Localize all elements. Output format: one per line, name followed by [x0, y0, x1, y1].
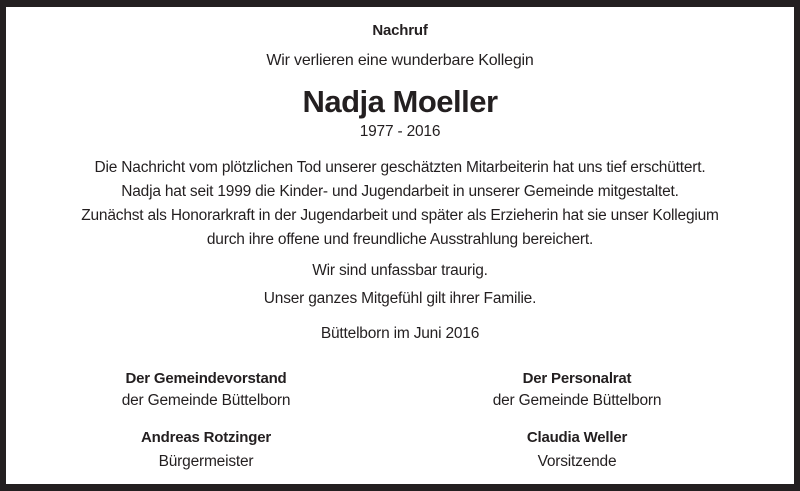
left-signatory-org: Der Gemeindevorstand — [125, 370, 287, 387]
notice-subtitle: Wir verlieren eine wunderbare Kollegin — [266, 52, 534, 69]
body-line: Nadja hat seit 1999 die Kinder- und Jugendarbeit in unserer Gemeinde mitgestaltet. — [121, 183, 679, 200]
body-line: durch ihre offene und freundliche Ausstrahlung bereichert. — [206, 231, 594, 248]
left-signatory-role: Bürgermeister — [158, 453, 254, 470]
sympathy-line: Unser ganzes Mitgefühl gilt ihrer Familie. — [263, 290, 537, 307]
body-line: Die Nachricht vom plötzlichen Tod unserer geschätzten Mitarbeiterin hat uns tief erschüttert. — [94, 159, 706, 176]
life-years: 1977 - 2016 — [359, 123, 441, 140]
notice-heading: Nachruf — [372, 22, 428, 39]
body-line: Zunächst als Honorarkraft in der Jugendarbeit und später als Erzieherin hat sie unser Kollegium — [81, 207, 719, 224]
right-signatory-role: Vorsitzende — [537, 453, 617, 470]
left-signatory-org-sub: der Gemeinde Büttelborn — [121, 392, 291, 409]
right-signatory-org-sub: der Gemeinde Büttelborn — [492, 392, 662, 409]
place-date: Büttelborn im Juni 2016 — [320, 325, 480, 342]
deceased-name: Nadja Moeller — [302, 84, 498, 119]
right-signatory-name: Claudia Weller — [526, 429, 628, 446]
right-signatory-org: Der Personalrat — [522, 370, 632, 387]
left-signatory-name: Andreas Rotzinger — [141, 429, 271, 446]
sad-line: Wir sind unfassbar traurig. — [312, 262, 488, 279]
obituary-notice — [6, 7, 794, 484]
